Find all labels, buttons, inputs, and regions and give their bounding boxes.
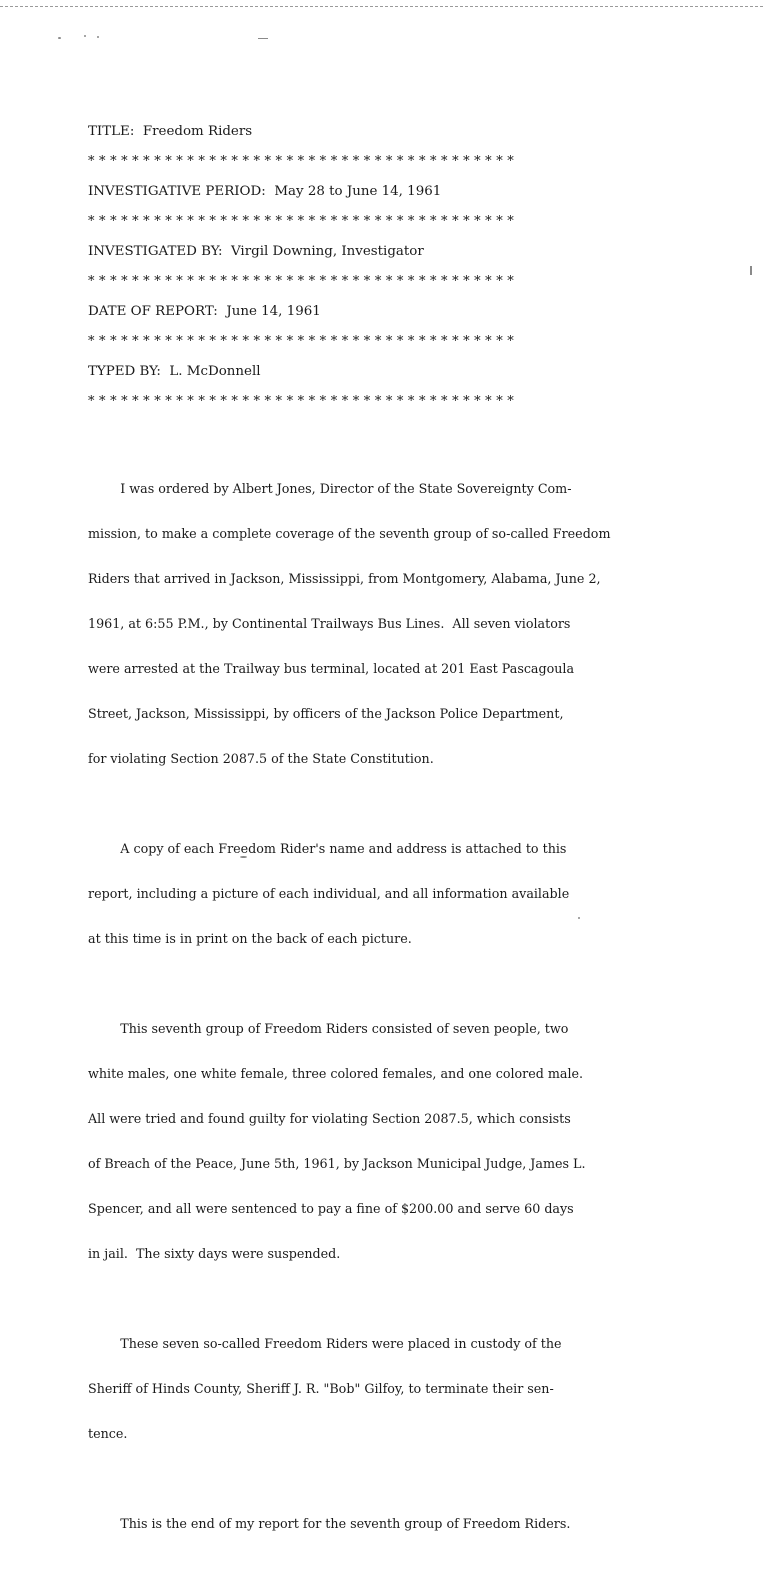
period-field <box>88 182 668 202</box>
period-label: INVESTIGATIVE PERIOD: <box>88 184 266 199</box>
typist-field <box>88 362 668 382</box>
period-value: May 28 to June 14, 1961 <box>274 184 442 199</box>
text-line: of Breach of the Peace, June 5th, 1961, by Jackson Municipal Judge, James L. <box>88 1156 586 1171</box>
title-value: Freedom Riders <box>142 124 253 139</box>
title-field <box>88 122 668 142</box>
investigator-value: Virgil Downing, Investigator <box>231 244 424 259</box>
investigator-field <box>88 242 668 262</box>
text-line: report, including a picture of each individual, and all information available <box>88 886 570 901</box>
typist-value: L. McDonnell <box>169 364 261 379</box>
scan-speck <box>97 36 99 38</box>
paragraph-1 <box>88 451 688 796</box>
text-line: Spencer, and all were sentenced to pay a fine of $200.00 and serve 60 days <box>88 1201 574 1216</box>
scan-top-edge <box>0 0 763 7</box>
separator-stars: * * * * * * * * * * * * * * * * * * * * * * * * * * * * * * * * * * * * * * * <box>88 334 514 349</box>
text-line: I was ordered by Albert Jones, Director of the State Sovereignty Com- <box>88 481 572 496</box>
typist-label: TYPED BY: <box>88 364 161 379</box>
scan-speck <box>84 35 86 37</box>
text-line: in jail. The sixty days were suspended. <box>88 1246 341 1261</box>
separator-stars: * * * * * * * * * * * * * * * * * * * * * * * * * * * * * * * * * * * * * * * <box>88 154 514 169</box>
text-line: A copy of each Freedom Rider's name and address is attached to this <box>88 841 567 856</box>
text-line: mission, to make a complete coverage of the seventh group of so-called Freedom <box>88 526 611 541</box>
text-line: tence. <box>88 1426 128 1441</box>
title-label: TITLE: <box>88 124 135 139</box>
separator-stars: * * * * * * * * * * * * * * * * * * * * * * * * * * * * * * * * * * * * * * * <box>88 394 514 409</box>
text-line: 1961, at 6:55 P.M., by Continental Trailways Bus Lines. All seven violators <box>88 616 571 631</box>
scan-speck <box>750 266 752 275</box>
text-line: This seventh group of Freedom Riders consisted of seven people, two <box>88 1021 569 1036</box>
text-line: were arrested at the Trailway bus terminal, located at 201 East Pascagoula <box>88 661 575 676</box>
scan-speck <box>258 38 268 39</box>
paragraph-3 <box>88 991 688 1291</box>
report-header <box>88 122 668 422</box>
text-line: This is the end of my report for the seventh group of Freedom Riders. <box>88 1516 571 1531</box>
paragraph-5 <box>88 1486 688 1561</box>
text-line: Street, Jackson, Mississippi, by officers of the Jackson Police Department, <box>88 706 564 721</box>
investigator-label: INVESTIGATED BY: <box>88 244 223 259</box>
report-date-value: June 14, 1961 <box>226 304 321 319</box>
text-line: Riders that arrived in Jackson, Mississippi, from Montgomery, Alabama, June 2, <box>88 571 601 586</box>
report-date-label: DATE OF REPORT: <box>88 304 218 319</box>
separator-stars: * * * * * * * * * * * * * * * * * * * * * * * * * * * * * * * * * * * * * * * <box>88 214 514 229</box>
scan-speck <box>58 37 61 39</box>
text-line: These seven so-called Freedom Riders were placed in custody of the <box>88 1336 562 1351</box>
text-line: All were tried and found guilty for violating Section 2087.5, which consists <box>88 1111 571 1126</box>
text-line: at this time is in print on the back of each picture. <box>88 931 412 946</box>
report-date-field <box>88 302 668 322</box>
paragraph-2 <box>88 811 688 976</box>
text-line: for violating Section 2087.5 of the State Constitution. <box>88 751 434 766</box>
text-line: Sheriff of Hinds County, Sheriff J. R. "Bob" Gilfoy, to terminate their sen- <box>88 1381 554 1396</box>
separator-stars: * * * * * * * * * * * * * * * * * * * * * * * * * * * * * * * * * * * * * * * <box>88 274 514 289</box>
text-line: white males, one white female, three colored females, and one colored male. <box>88 1066 584 1081</box>
report-body <box>88 451 688 1576</box>
paragraph-4 <box>88 1306 688 1471</box>
